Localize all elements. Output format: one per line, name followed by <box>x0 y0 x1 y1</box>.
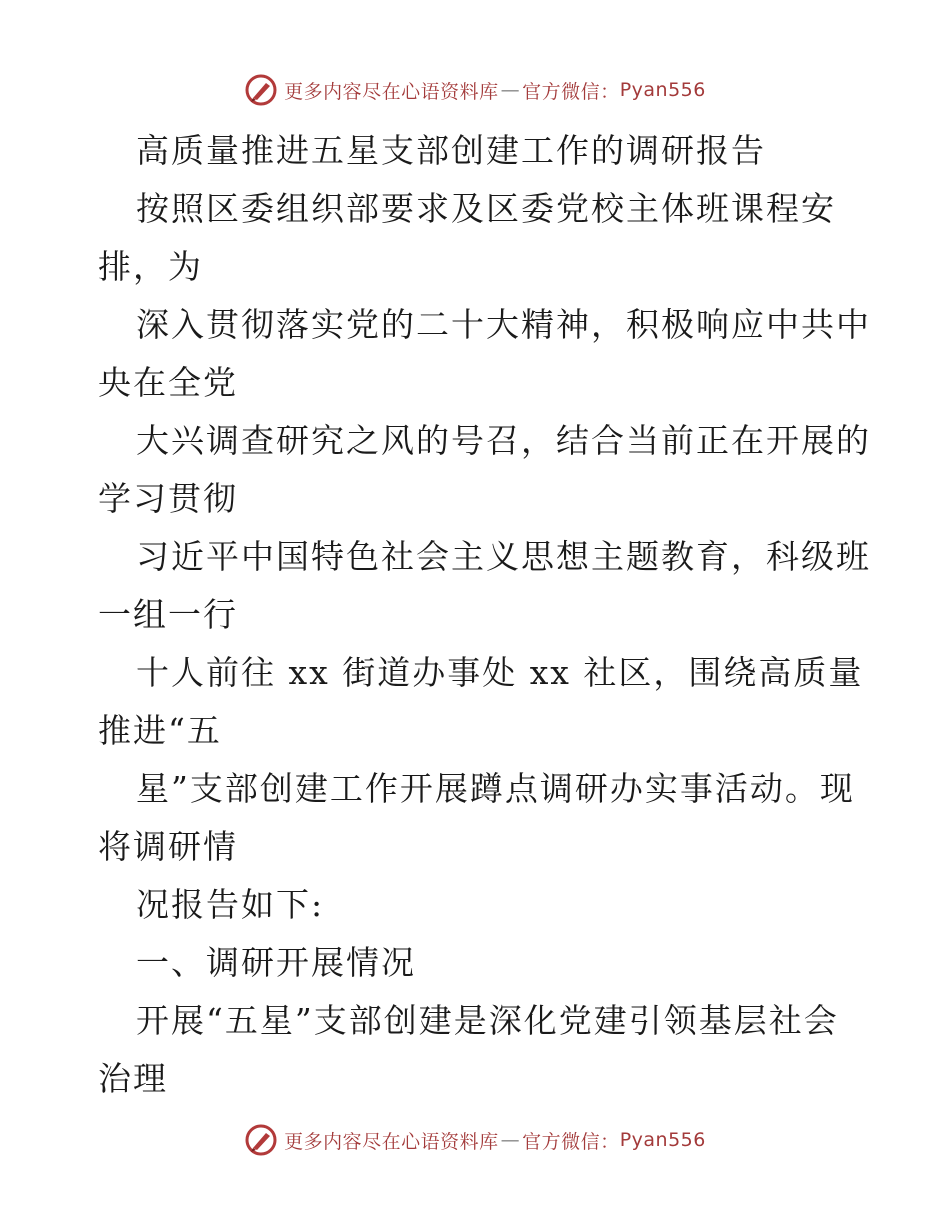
document-text-line: 一组一行 <box>98 595 238 634</box>
document-text-line: 推进“五 <box>98 711 222 750</box>
footer-banner <box>0 1120 950 1160</box>
header-banner-dash: — <box>500 79 521 101</box>
document-text-line: 学习贯彻 <box>98 479 238 518</box>
pen-logo-icon <box>244 73 278 107</box>
footer-banner-main-text: 更多内容尽在心语资料库 <box>284 1130 499 1153</box>
header-banner <box>0 70 950 110</box>
document-text-line: 深入贯彻落实党的二十大精神，积极响应中共中 <box>136 305 871 344</box>
footer-banner-dash: — <box>500 1129 521 1151</box>
document-text-line: 将调研情 <box>98 827 238 866</box>
footer-banner-wechat-label: 官方微信： <box>522 1130 620 1153</box>
document-title: 高质量推进五星支部创建工作的调研报告 <box>136 131 766 170</box>
header-banner-wechat-label: 官方微信： <box>522 80 620 103</box>
document-text-line: 按照区委组织部要求及区委党校主体班课程安 <box>136 189 836 228</box>
document-text-line: 开展“五星”支部创建是深化党建引领基层社会 <box>136 1001 839 1040</box>
document-text-line: 大兴调查研究之风的号召，结合当前正在开展的 <box>136 421 871 460</box>
document-text-line: 习近平中国特色社会主义思想主题教育，科级班 <box>136 537 871 576</box>
pen-logo-icon <box>244 1123 278 1157</box>
document-text-line: 治理 <box>98 1059 168 1098</box>
document-text-line: 星”支部创建工作开展蹲点调研办实事活动。现 <box>136 769 855 808</box>
document-text-line: 十人前往 xx 街道办事处 xx 社区，围绕高质量 <box>136 653 864 692</box>
document-text-line: 央在全党 <box>98 363 238 402</box>
document-text-line: 况报告如下: <box>136 885 325 924</box>
document-text-line: 一、调研开展情况 <box>136 943 416 982</box>
header-banner-main-text: 更多内容尽在心语资料库 <box>284 80 499 103</box>
footer-banner-wechat-id: Pyan556 <box>619 1129 706 1151</box>
document-text-line: 排，为 <box>98 247 203 286</box>
document-body <box>98 122 871 1108</box>
header-banner-wechat-id: Pyan556 <box>619 79 706 101</box>
